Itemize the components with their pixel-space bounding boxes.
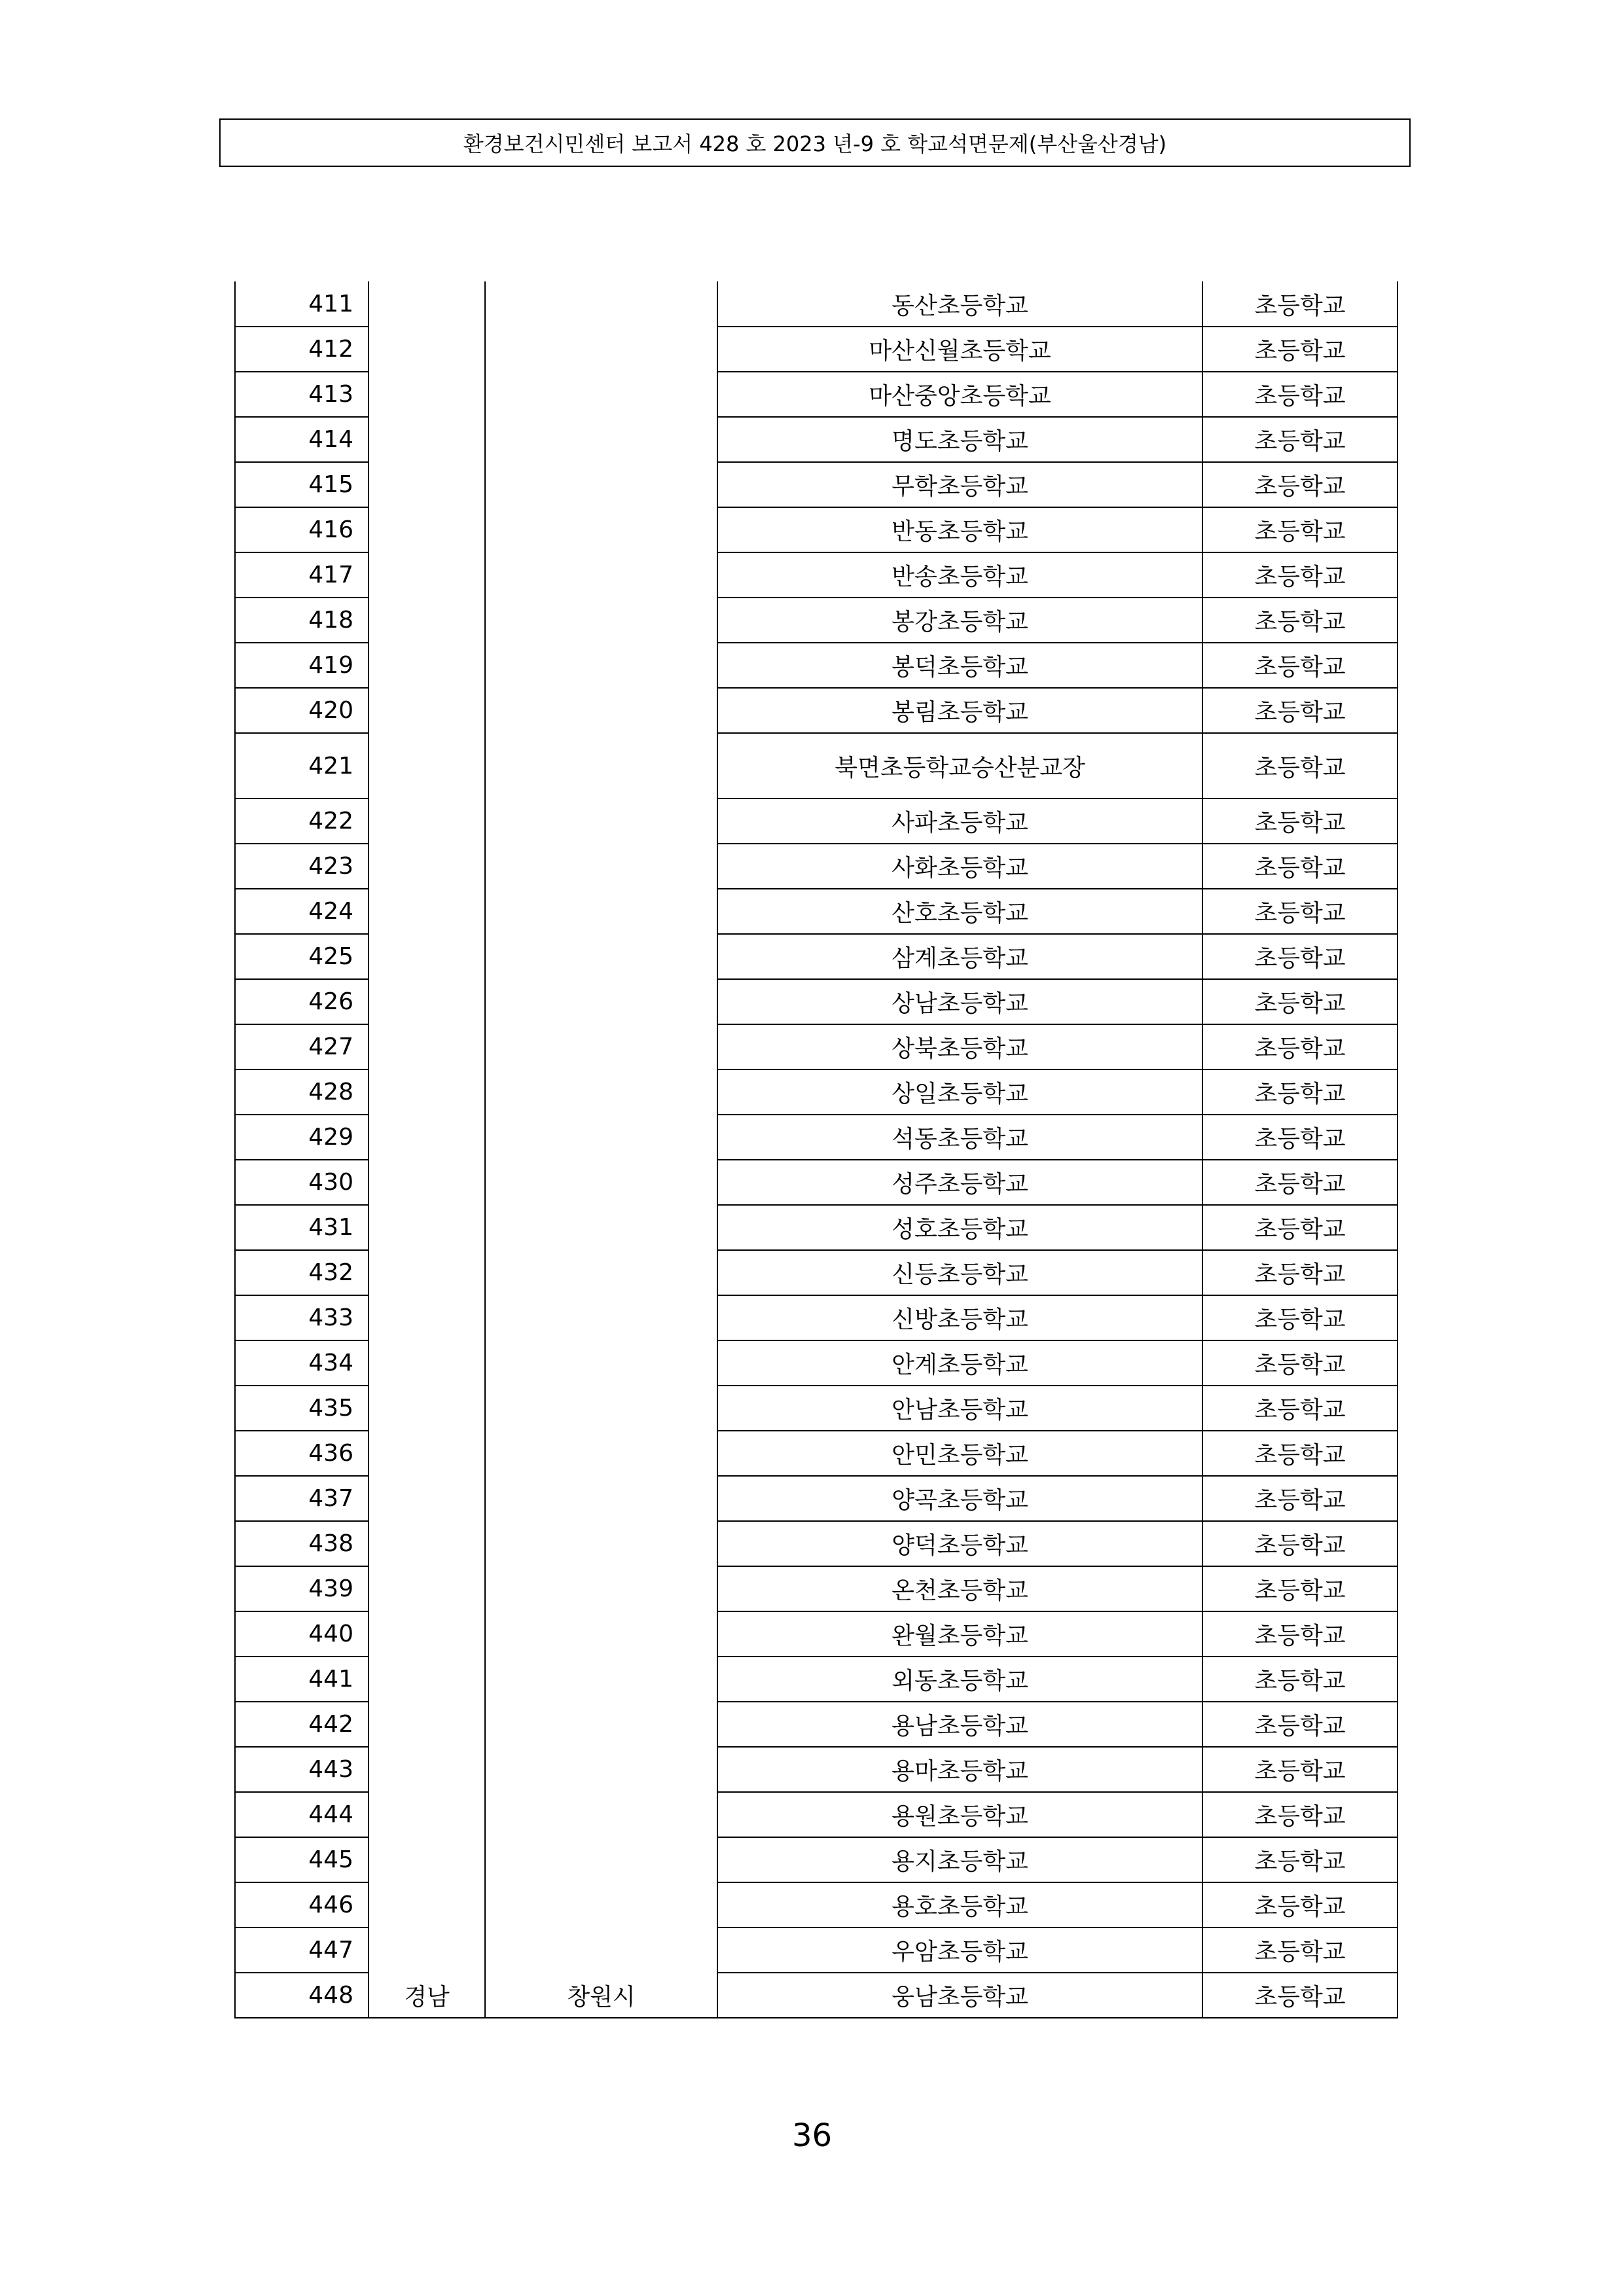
city-cell [485,643,717,688]
table-row [235,1160,1398,1205]
school-name-cell: 석동초등학교 [717,1115,1202,1160]
table-row [235,1340,1398,1386]
city-cell [485,844,717,889]
school-type-cell: 초등학교 [1202,1024,1398,1069]
school-type-cell: 초등학교 [1202,281,1398,327]
province-cell [369,1386,485,1431]
row-number-cell: 440 [235,1611,369,1657]
city-cell [485,1250,717,1295]
school-type-cell: 초등학교 [1202,507,1398,552]
row-number-cell: 429 [235,1115,369,1160]
province-cell [369,1160,485,1205]
school-type-cell: 초등학교 [1202,1295,1398,1340]
province-cell [369,1115,485,1160]
school-name-cell: 신등초등학교 [717,1250,1202,1295]
city-cell [485,552,717,598]
row-number-cell: 444 [235,1792,369,1837]
school-type-cell: 초등학교 [1202,844,1398,889]
province-cell [369,417,485,462]
row-number-cell: 434 [235,1340,369,1386]
city-cell [485,327,717,372]
table-row [235,688,1398,733]
school-name-cell: 마산중앙초등학교 [717,372,1202,417]
row-number-cell: 416 [235,507,369,552]
school-type-cell: 초등학교 [1202,462,1398,507]
school-name-cell: 안남초등학교 [717,1386,1202,1431]
school-name-cell: 산호초등학교 [717,889,1202,934]
school-type-cell: 초등학교 [1202,598,1398,643]
school-type-cell: 초등학교 [1202,1657,1398,1702]
table-row [235,1747,1398,1792]
city-cell [485,462,717,507]
province-cell [369,1476,485,1521]
table-row [235,1657,1398,1702]
city-cell [485,1295,717,1340]
row-number-cell: 418 [235,598,369,643]
school-name-cell: 봉림초등학교 [717,688,1202,733]
city-cell [485,1611,717,1657]
city-cell [485,798,717,844]
school-name-cell: 사파초등학교 [717,798,1202,844]
school-type-cell: 초등학교 [1202,552,1398,598]
school-type-cell: 초등학교 [1202,1205,1398,1250]
school-type-cell: 초등학교 [1202,1792,1398,1837]
school-type-cell: 초등학교 [1202,1250,1398,1295]
table-row [235,844,1398,889]
table-row [235,1115,1398,1160]
city-cell [485,1386,717,1431]
row-number-cell: 412 [235,327,369,372]
school-name-cell: 반동초등학교 [717,507,1202,552]
school-type-cell: 초등학교 [1202,1340,1398,1386]
row-number-cell: 443 [235,1747,369,1792]
city-cell [485,1476,717,1521]
province-cell [369,327,485,372]
school-name-cell: 안민초등학교 [717,1431,1202,1476]
report-header [219,118,1411,167]
city-cell [485,1160,717,1205]
province-cell [369,372,485,417]
row-number-cell: 442 [235,1702,369,1747]
row-number-cell: 435 [235,1386,369,1431]
city-cell: 창원시 [485,1973,717,2018]
province-cell [369,507,485,552]
province-cell [369,1340,485,1386]
city-cell [485,1431,717,1476]
school-type-cell: 초등학교 [1202,979,1398,1024]
table-row [235,1205,1398,1250]
row-number-cell: 419 [235,643,369,688]
school-name-cell: 북면초등학교승산분교장 [717,733,1202,798]
row-number-cell: 415 [235,462,369,507]
school-name-cell: 성호초등학교 [717,1205,1202,1250]
city-cell [485,979,717,1024]
table-row [235,462,1398,507]
city-cell [485,733,717,798]
row-number-cell: 422 [235,798,369,844]
city-cell [485,417,717,462]
school-name-cell: 용마초등학교 [717,1747,1202,1792]
school-type-cell: 초등학교 [1202,1747,1398,1792]
province-cell [369,281,485,327]
row-number-cell: 420 [235,688,369,733]
table-row [235,1566,1398,1611]
school-type-cell: 초등학교 [1202,1928,1398,1973]
table-row [235,643,1398,688]
school-type-cell: 초등학교 [1202,1160,1398,1205]
row-number-cell: 425 [235,934,369,979]
table-row [235,979,1398,1024]
province-cell [369,889,485,934]
school-name-cell: 신방초등학교 [717,1295,1202,1340]
city-cell [485,1928,717,1973]
table-row [235,417,1398,462]
row-number-cell: 437 [235,1476,369,1521]
school-name-cell: 사화초등학교 [717,844,1202,889]
province-cell [369,1702,485,1747]
province-cell [369,688,485,733]
school-name-cell: 용남초등학교 [717,1702,1202,1747]
table-row [235,889,1398,934]
school-name-cell: 마산신월초등학교 [717,327,1202,372]
province-cell: 경남 [369,1973,485,2018]
province-cell [369,1521,485,1566]
row-number-cell: 433 [235,1295,369,1340]
table-row [235,1792,1398,1837]
table-row [235,934,1398,979]
school-name-cell: 온천초등학교 [717,1566,1202,1611]
school-type-cell: 초등학교 [1202,889,1398,934]
province-cell [369,1566,485,1611]
province-cell [369,798,485,844]
province-cell [369,1069,485,1115]
school-name-cell: 동산초등학교 [717,281,1202,327]
school-name-cell: 봉강초등학교 [717,598,1202,643]
city-cell [485,1882,717,1928]
row-number-cell: 430 [235,1160,369,1205]
row-number-cell: 445 [235,1837,369,1882]
school-type-cell: 초등학교 [1202,1521,1398,1566]
province-cell [369,1024,485,1069]
row-number-cell: 438 [235,1521,369,1566]
province-cell [369,1837,485,1882]
province-cell [369,1205,485,1250]
school-name-cell: 반송초등학교 [717,552,1202,598]
school-name-cell: 외동초등학교 [717,1657,1202,1702]
row-number-cell: 431 [235,1205,369,1250]
province-cell [369,1792,485,1837]
province-cell [369,979,485,1024]
table-row [235,1069,1398,1115]
school-type-cell: 초등학교 [1202,1611,1398,1657]
school-type-cell: 초등학교 [1202,798,1398,844]
table-row [235,327,1398,372]
school-type-cell: 초등학교 [1202,1476,1398,1521]
school-name-cell: 우암초등학교 [717,1928,1202,1973]
table-row [235,1702,1398,1747]
city-cell [485,1657,717,1702]
row-number-cell: 447 [235,1928,369,1973]
page-number: 36 [791,2117,833,2154]
province-cell [369,1611,485,1657]
province-cell [369,1431,485,1476]
province-cell [369,462,485,507]
school-type-cell: 초등학교 [1202,1837,1398,1882]
city-cell [485,1024,717,1069]
province-cell [369,1250,485,1295]
row-number-cell: 439 [235,1566,369,1611]
table-row [235,372,1398,417]
school-name-cell: 명도초등학교 [717,417,1202,462]
school-type-cell: 초등학교 [1202,1566,1398,1611]
table-row [235,281,1398,327]
table-row [235,1024,1398,1069]
city-cell [485,1747,717,1792]
row-number-cell: 441 [235,1657,369,1702]
school-name-cell: 양곡초등학교 [717,1476,1202,1521]
row-number-cell: 432 [235,1250,369,1295]
province-cell [369,934,485,979]
school-type-cell: 초등학교 [1202,1386,1398,1431]
school-name-cell: 삼계초등학교 [717,934,1202,979]
school-name-cell: 성주초등학교 [717,1160,1202,1205]
city-cell [485,1521,717,1566]
city-cell [485,372,717,417]
table-row [235,1837,1398,1882]
city-cell [485,598,717,643]
province-cell [369,1882,485,1928]
table-row [235,733,1398,798]
table-row [235,1521,1398,1566]
city-cell [485,1792,717,1837]
row-number-cell: 423 [235,844,369,889]
row-number-cell: 411 [235,281,369,327]
school-type-cell: 초등학교 [1202,733,1398,798]
city-cell [485,1837,717,1882]
city-cell [485,688,717,733]
row-number-cell: 426 [235,979,369,1024]
province-cell [369,1657,485,1702]
school-type-cell: 초등학교 [1202,1431,1398,1476]
city-cell [485,889,717,934]
row-number-cell: 421 [235,733,369,798]
province-cell [369,733,485,798]
school-type-cell: 초등학교 [1202,1115,1398,1160]
table-row [235,1431,1398,1476]
school-name-cell: 완월초등학교 [717,1611,1202,1657]
table-row [235,1476,1398,1521]
school-name-cell: 봉덕초등학교 [717,643,1202,688]
table-row [235,1611,1398,1657]
school-type-cell: 초등학교 [1202,327,1398,372]
school-type-cell: 초등학교 [1202,934,1398,979]
city-cell [485,1340,717,1386]
province-cell [369,1928,485,1973]
row-number-cell: 446 [235,1882,369,1928]
table-row [235,1295,1398,1340]
table-row [235,598,1398,643]
table-row [235,1250,1398,1295]
table-row [235,798,1398,844]
school-type-cell: 초등학교 [1202,1069,1398,1115]
row-number-cell: 424 [235,889,369,934]
table-row [235,1882,1398,1928]
school-type-cell: 초등학교 [1202,1973,1398,2018]
school-table [234,281,1398,2018]
school-name-cell: 무학초등학교 [717,462,1202,507]
city-cell [485,1205,717,1250]
school-name-cell: 용호초등학교 [717,1882,1202,1928]
school-name-cell: 안계초등학교 [717,1340,1202,1386]
school-type-cell: 초등학교 [1202,372,1398,417]
school-type-cell: 초등학교 [1202,1882,1398,1928]
province-cell [369,552,485,598]
row-number-cell: 417 [235,552,369,598]
province-cell [369,1747,485,1792]
school-name-cell: 용원초등학교 [717,1792,1202,1837]
row-number-cell: 427 [235,1024,369,1069]
row-number-cell: 436 [235,1431,369,1476]
city-cell [485,1115,717,1160]
school-type-cell: 초등학교 [1202,417,1398,462]
school-name-cell: 양덕초등학교 [717,1521,1202,1566]
row-number-cell: 448 [235,1973,369,2018]
province-cell [369,598,485,643]
table-row [235,1386,1398,1431]
province-cell [369,643,485,688]
row-number-cell: 413 [235,372,369,417]
school-name-cell: 상일초등학교 [717,1069,1202,1115]
school-type-cell: 초등학교 [1202,1702,1398,1747]
city-cell [485,934,717,979]
school-name-cell: 상북초등학교 [717,1024,1202,1069]
school-name-cell: 웅남초등학교 [717,1973,1202,2018]
city-cell [485,281,717,327]
province-cell [369,1295,485,1340]
table-row [235,552,1398,598]
table-row [235,1928,1398,1973]
city-cell [485,507,717,552]
city-cell [485,1702,717,1747]
row-number-cell: 428 [235,1069,369,1115]
school-type-cell: 초등학교 [1202,643,1398,688]
report-title: 환경보건시민센터 보고서 428 호 2023 년-9 호 학교석면문제(부산울산경남) [463,132,1167,156]
school-table-body [235,281,1398,2018]
row-number-cell: 414 [235,417,369,462]
city-cell [485,1566,717,1611]
school-name-cell: 상남초등학교 [717,979,1202,1024]
province-cell [369,844,485,889]
table-row [235,507,1398,552]
city-cell [485,1069,717,1115]
table-row [235,1973,1398,2018]
school-type-cell: 초등학교 [1202,688,1398,733]
school-name-cell: 용지초등학교 [717,1837,1202,1882]
